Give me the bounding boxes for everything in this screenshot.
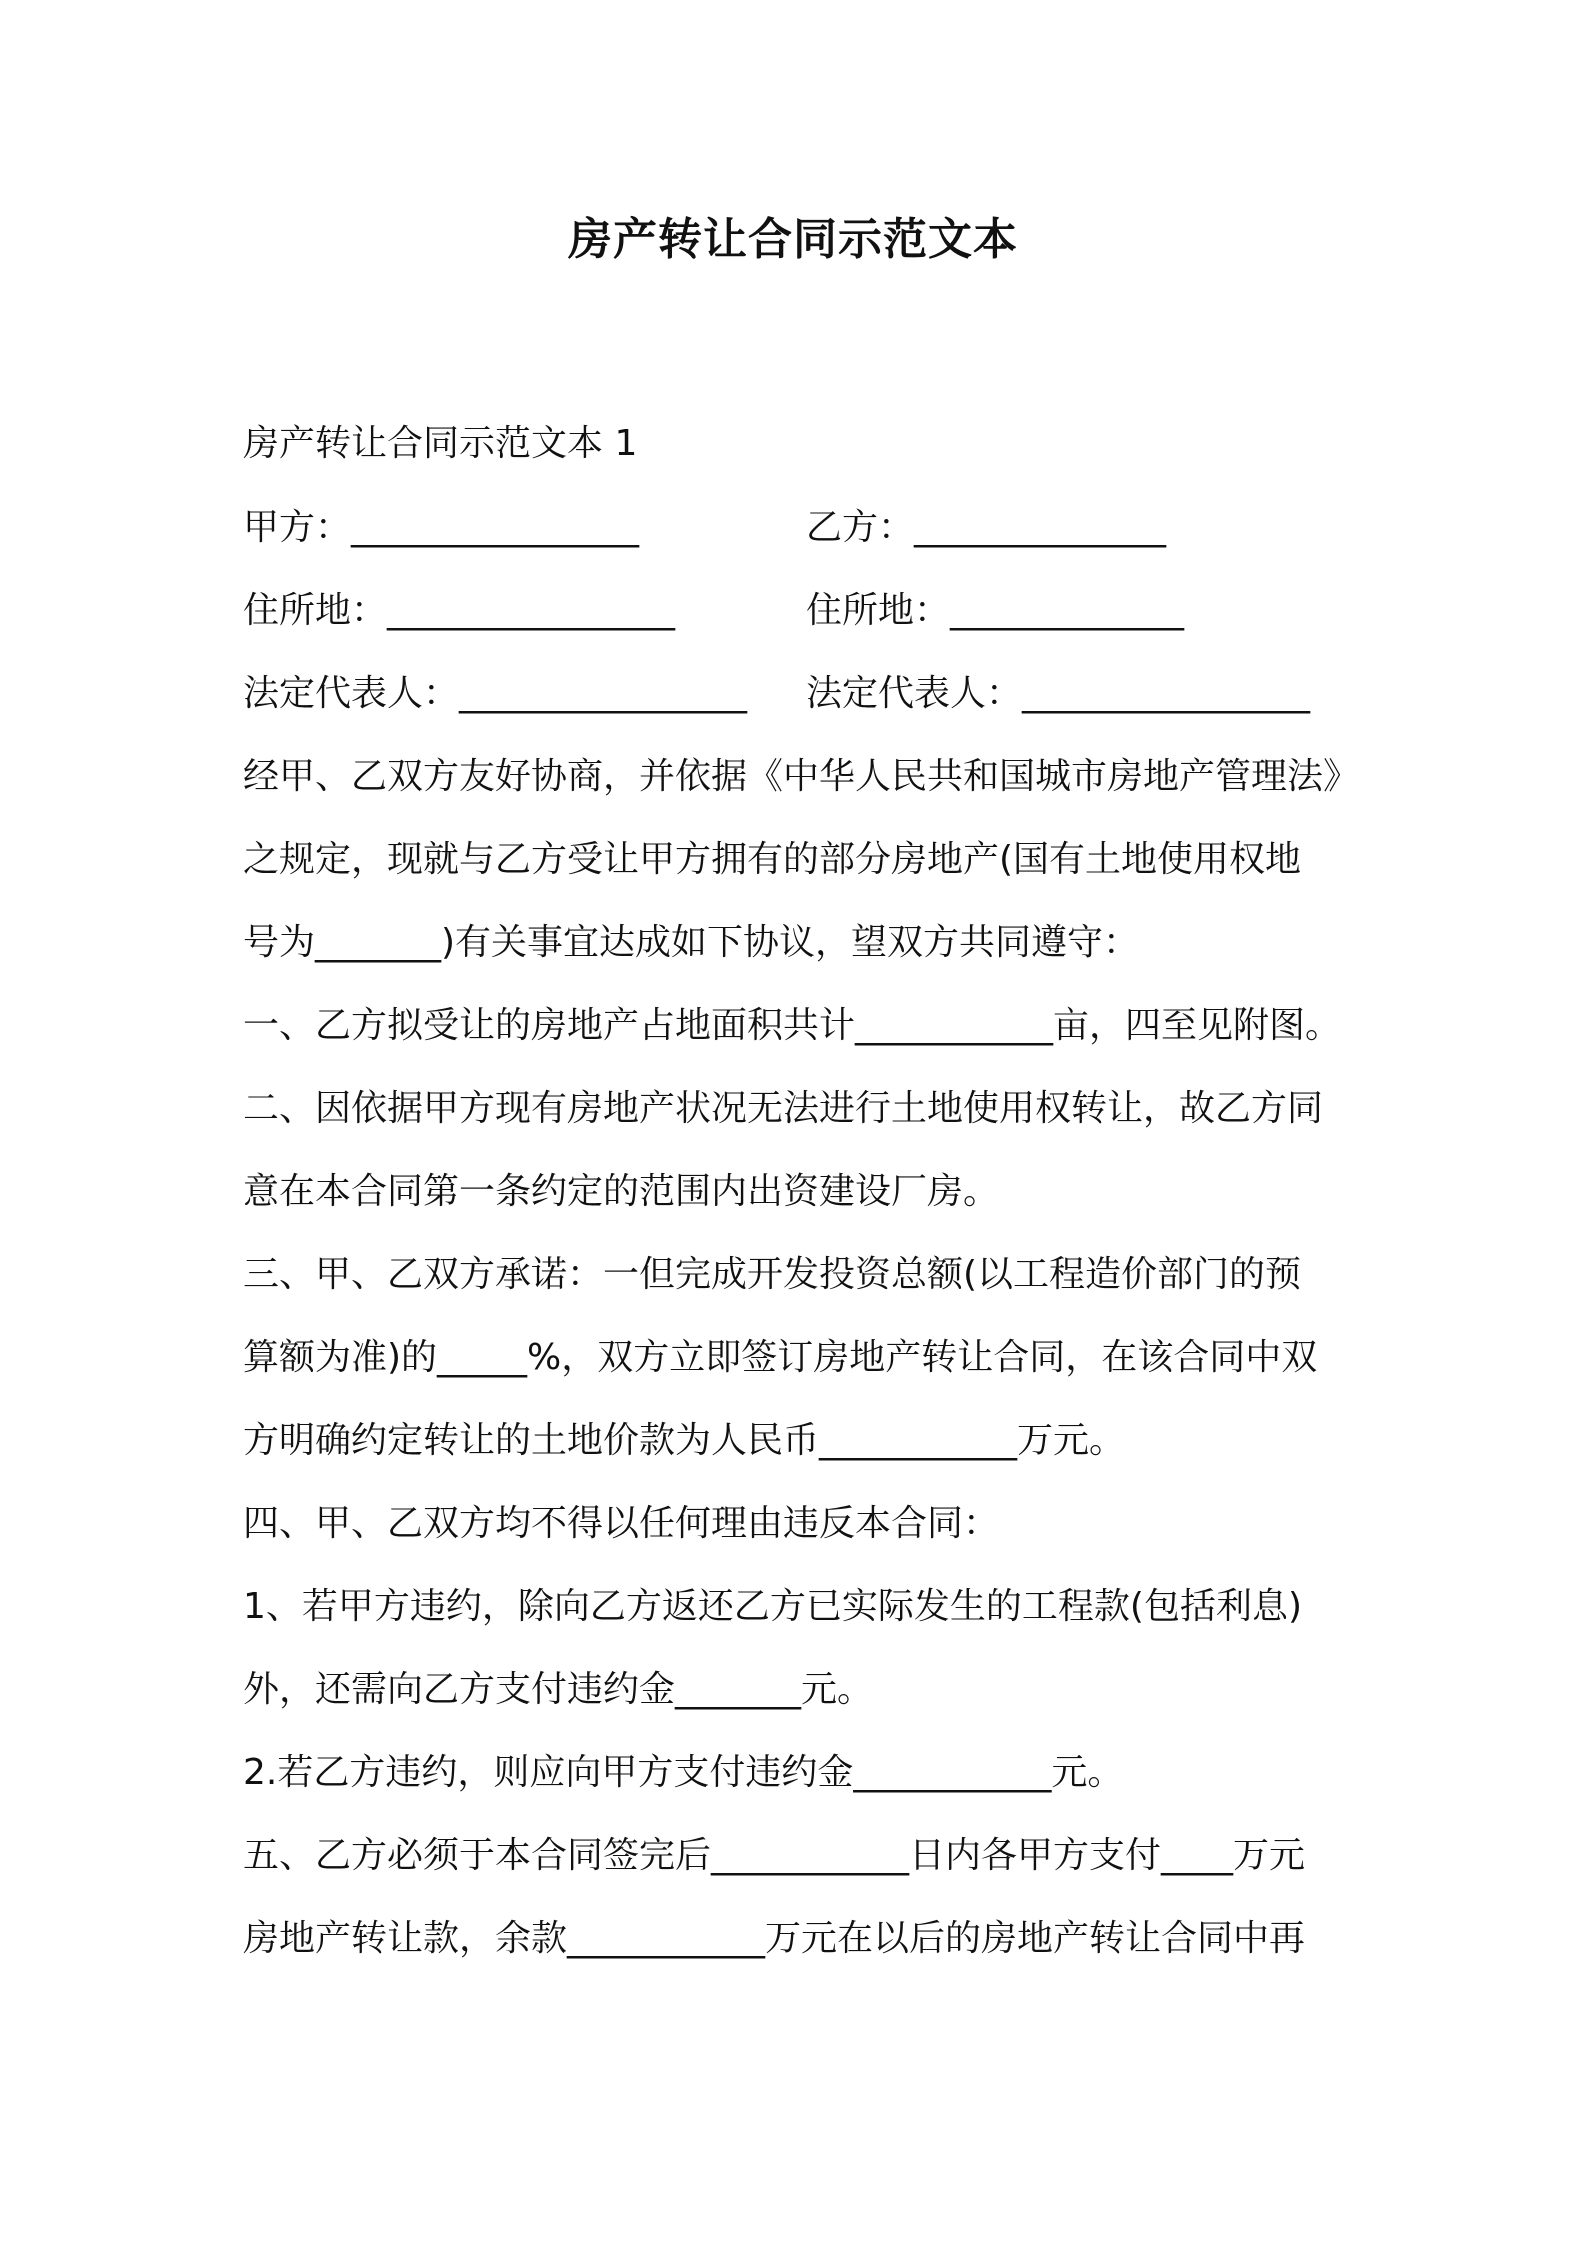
clause-4: 四、甲、乙双方均不得以任何理由违反本合同： [243,1503,1000,1544]
clause-4-item-1: 1、若甲方违约，除向乙方返还乙方已实际发生的工程款(包括利息) [243,1586,1302,1627]
body-line: 经甲、乙双方友好协商，并依据《中华人民共和国城市房地产管理法》 [243,756,1360,797]
body-line: 号为_______)有关事宜达成如下协议，望双方共同遵守： [243,922,1140,963]
body-line: 意在本合同第一条约定的范围内出资建设厂房。 [243,1171,1000,1212]
body-line: 之规定，现就与乙方受让甲方拥有的部分房地产(国有土地使用权地 [243,839,1302,880]
clause-5: 五、乙方必须于本合同签完后___________日内各甲方支付____万元 [243,1835,1306,1876]
clause-1: 一、乙方拟受让的房地产占地面积共计___________亩，四至见附图。 [243,1005,1342,1046]
body-line: 外，还需向乙方支付违约金_______元。 [243,1669,874,1710]
document-title: 房产转让合同示范文本 [568,214,1018,265]
party-b-name: 乙方：______________ [806,507,1167,548]
party-b-representative: 法定代表人：________________ [806,673,1311,714]
body-line: 方明确约定转让的土地价款为人民币___________万元。 [243,1420,1126,1461]
body-line: 房地产转让款，余款___________万元在以后的房地产转让合同中再 [243,1918,1306,1959]
party-a-address: 住所地：________________ [243,590,676,631]
party-a-representative: 法定代表人：________________ [243,673,748,714]
clause-3: 三、甲、乙双方承诺：一但完成开发投资总额(以工程造价部门的预 [243,1254,1302,1295]
party-b-address: 住所地：_____________ [806,590,1185,631]
body-line: 算额为准)的_____%，双方立即签订房地产转让合同，在该合同中双 [243,1337,1318,1378]
clause-2: 二、因依据甲方现有房地产状况无法进行土地使用权转让，故乙方同 [243,1088,1324,1129]
clause-4-item-2: 2.若乙方违约，则应向甲方支付违约金___________元。 [243,1752,1124,1793]
party-a-name: 甲方：________________ [243,507,640,548]
section-heading: 房产转让合同示范文本 1 [243,423,638,464]
